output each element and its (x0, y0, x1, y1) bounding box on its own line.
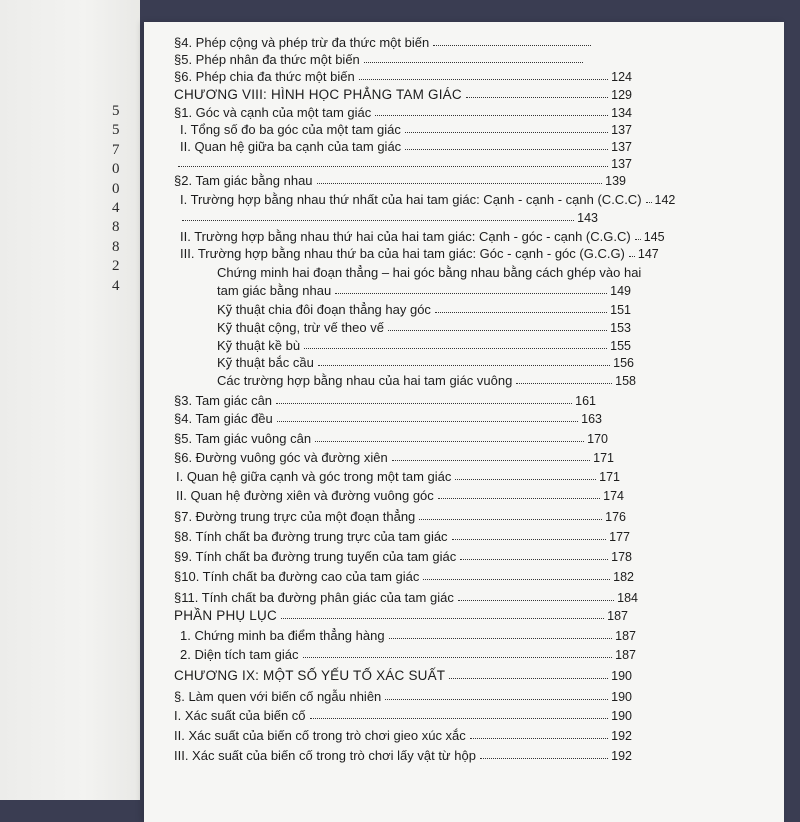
toc-leader-dots (635, 239, 641, 240)
toc-entry-title: I. Tổng số đo ba góc của một tam giác (180, 122, 401, 137)
toc-leader-dots (315, 441, 584, 442)
toc-leader-dots (388, 330, 607, 331)
toc-entry-title: §5. Tam giác vuông cân (174, 431, 312, 446)
toc-leader-dots (375, 115, 608, 116)
toc-entry (180, 644, 636, 662)
toc-page-number: 176 (605, 510, 626, 524)
book-page (144, 22, 784, 822)
toc-page-number: 192 (611, 749, 632, 763)
side-digit: 8 (112, 219, 120, 236)
side-digit: 4 (112, 277, 120, 294)
toc-leader-dots (449, 678, 608, 679)
toc-page-number: 153 (610, 321, 631, 335)
toc-entry (174, 428, 608, 446)
side-digit: 2 (112, 258, 120, 275)
toc-page-number: 137 (611, 157, 632, 171)
toc-page-number: 151 (610, 303, 631, 317)
toc-leader-dots (304, 348, 607, 349)
toc-leader-dots (452, 539, 607, 540)
toc-leader-dots (310, 718, 609, 719)
toc-entry (174, 566, 634, 584)
toc-leader-dots (385, 699, 608, 700)
toc-entry (180, 243, 659, 261)
toc-entry (174, 49, 586, 67)
toc-leader-dots (303, 657, 613, 658)
toc-leader-dots (335, 293, 607, 294)
toc-page-number: 171 (593, 451, 614, 465)
toc-entry (174, 447, 614, 465)
toc-entry (174, 587, 638, 605)
toc-page-number: 155 (610, 339, 631, 353)
toc-entry (217, 335, 631, 353)
toc-entry (217, 299, 631, 317)
toc-entry-title: III. Xác suất của biến cố trong trò chơi lấy vật từ hộp (174, 748, 476, 763)
toc-page-number: 182 (613, 570, 634, 584)
toc-entry (217, 280, 631, 298)
toc-entry-title: §. Làm quen với biến cố ngẫu nhiên (174, 689, 382, 704)
toc-entry (180, 119, 632, 137)
toc-page-number: 145 (643, 230, 665, 244)
toc-page-number: 192 (611, 729, 632, 743)
toc-entry-title: Chứng minh hai đoạn thẳng – hai góc bằng nhau bằng cách ghép vào hai (217, 265, 642, 280)
toc-entry-title: §8. Tính chất ba đường trung trực của tam giác (174, 529, 448, 544)
toc-entry-title: CHƯƠNG VIII: HÌNH HỌC PHẲNG TAM GIÁC (174, 87, 462, 102)
toc-entry-title: §11. Tính chất ba đường phân giác của tam giác (174, 590, 454, 605)
toc-entry-title: II. Quan hệ đường xiên và đường vuông góc (176, 488, 434, 503)
toc-page-number: 190 (611, 709, 632, 723)
toc-page-number: 174 (603, 489, 624, 503)
toc-leader-dots (405, 149, 608, 150)
toc-leader-dots (389, 638, 613, 639)
toc-entry (217, 352, 634, 370)
toc-page-number: 134 (611, 106, 632, 120)
toc-chapter (174, 605, 628, 623)
toc-entry-title: II. Quan hệ giữa ba cạnh của tam giác (180, 139, 402, 154)
side-digit: 5 (112, 122, 120, 139)
toc-leader-dots (435, 312, 607, 313)
toc-leader-dots (480, 758, 608, 759)
toc-page-number: 187 (607, 609, 628, 623)
toc-leader-dots (646, 202, 652, 203)
side-digit: 8 (112, 238, 120, 255)
toc-entry-title: II. Trường hợp bằng nhau thứ hai của hai tam giác: Cạnh - góc - cạnh (C.G.C) (180, 229, 631, 244)
toc-entry (176, 466, 620, 484)
toc-entry-title: III. Trường hợp bằng nhau thứ ba của hai tam giác: Góc - cạnh - góc (G.C.G) (180, 246, 625, 261)
toc-entry-title: II. Xác suất của biến cố trong trò chơi gieo xúc xắc (174, 728, 466, 743)
toc-page-number: 190 (611, 690, 632, 704)
toc-page-number: 156 (613, 356, 634, 370)
toc-entry-title: §9. Tính chất ba đường trung tuyến của tam giác (174, 549, 457, 564)
toc-entry-title: CHƯƠNG IX: MỘT SỐ YẾU TỐ XÁC SUẤT (174, 668, 446, 683)
toc-entry (174, 170, 626, 188)
toc-leader-dots (455, 479, 596, 480)
toc-entry (174, 546, 632, 564)
toc-leader-dots (438, 498, 600, 499)
toc-chapter (174, 665, 632, 683)
toc-leader-dots (277, 421, 578, 422)
toc-page-number: 137 (611, 123, 632, 137)
side-digit: 4 (112, 199, 120, 216)
toc-entry (174, 408, 602, 426)
toc-entry (180, 226, 665, 244)
left-page-numbers (112, 102, 132, 296)
toc-page-number: 163 (581, 412, 602, 426)
toc-leader-dots (364, 62, 583, 63)
toc-leader-dots (458, 600, 614, 601)
toc-leader-dots (392, 460, 590, 461)
toc-entry (174, 102, 632, 120)
toc-leader-dots (182, 220, 574, 221)
toc-entry-title: Kỹ thuật kề bù (217, 338, 301, 353)
toc-entry-title: 2. Diện tích tam giác (180, 647, 299, 662)
toc-page-number: 178 (611, 550, 632, 564)
toc-page-number: 161 (575, 394, 596, 408)
toc-leader-dots (423, 579, 610, 580)
toc-page-number: 170 (587, 432, 608, 446)
toc-leader-dots (317, 183, 603, 184)
toc-page-number: 137 (611, 140, 632, 154)
toc-entry-title: tam giác bằng nhau (217, 283, 332, 298)
toc-entry-title: §6. Đường vuông góc và đường xiên (174, 450, 388, 465)
toc-entry (180, 189, 676, 207)
toc-entry-title: §4. Phép cộng và phép trừ đa thức một biến (174, 35, 430, 50)
toc-entry-title: §4. Tam giác đều (174, 411, 273, 426)
toc-page-number: 187 (615, 648, 636, 662)
toc-leader-dots (178, 166, 608, 167)
toc-entry (217, 262, 642, 280)
toc-leader-dots (419, 519, 602, 520)
toc-entry (217, 370, 636, 388)
toc-entry-title: §10. Tính chất ba đường cao của tam giác (174, 569, 420, 584)
toc-entry-title: §5. Phép nhân đa thức một biến (174, 52, 360, 67)
toc-entry (217, 317, 631, 335)
toc-entry (176, 485, 624, 503)
toc-page-number: 187 (615, 629, 636, 643)
toc-entry-title: PHẦN PHỤ LỤC (174, 608, 277, 623)
toc-entry (174, 705, 632, 723)
toc-entry-title: §3. Tam giác cân (174, 393, 273, 408)
toc-entry-title: §7. Đường trung trực của một đoạn thẳng (174, 509, 416, 524)
toc-page-number: 129 (611, 88, 632, 102)
side-digit: 5 (112, 103, 120, 119)
toc-page-number: 124 (611, 70, 632, 84)
toc-leader-dots (405, 132, 608, 133)
toc-page-number: 171 (599, 470, 620, 484)
toc-page-number: 184 (617, 591, 638, 605)
toc-chapter (174, 84, 632, 102)
toc-entry-title: I. Trường hợp bằng nhau thứ nhất của hai tam giác: Cạnh - cạnh - cạnh (C.C.C) (180, 192, 642, 207)
toc-entry-title: Các trường hợp bằng nhau của hai tam giác vuông (217, 373, 513, 388)
toc-entry-title: Kỹ thuật cộng, trừ vế theo vế (217, 320, 384, 335)
toc-leader-dots (318, 365, 610, 366)
toc-leader-dots (516, 383, 612, 384)
toc-entry (174, 390, 596, 408)
toc-leader-dots (276, 403, 572, 404)
toc-entry (174, 506, 626, 524)
toc-leader-dots (281, 618, 604, 619)
toc-entry (174, 153, 632, 171)
toc-leader-dots (466, 97, 608, 98)
side-digit: 7 (112, 141, 120, 158)
toc-page-number: 190 (611, 669, 632, 683)
toc-entry (174, 686, 632, 704)
toc-page-number: 143 (577, 211, 598, 225)
toc-entry-title: §2. Tam giác bằng nhau (174, 173, 313, 188)
toc-entry-title: Kỹ thuật bắc cầu (217, 355, 314, 370)
toc-entry (174, 32, 594, 50)
toc-entry-title: 1. Chứng minh ba điểm thẳng hàng (180, 628, 385, 643)
toc-entry (174, 66, 632, 84)
toc-entry-title: Kỹ thuật chia đôi đoạn thẳng hay góc (217, 302, 431, 317)
toc-entry-title: I. Quan hệ giữa cạnh và góc trong một tam giác (176, 469, 452, 484)
toc-entry (174, 725, 632, 743)
toc-leader-dots (629, 256, 635, 257)
toc-leader-dots (460, 559, 608, 560)
toc-entry-title: §6. Phép chia đa thức một biến (174, 69, 355, 84)
side-digit: 0 (112, 180, 120, 197)
toc-leader-dots (470, 738, 608, 739)
toc-page-number: 147 (637, 247, 659, 261)
toc-page-number: 149 (610, 284, 631, 298)
toc-entry (174, 526, 630, 544)
toc-leader-dots (359, 79, 608, 80)
toc-entry-title: §1. Góc và cạnh của một tam giác (174, 105, 372, 120)
toc-entry (174, 745, 632, 763)
toc-page-number: 139 (605, 174, 626, 188)
toc-page-number: 142 (654, 193, 676, 207)
toc-page-number: 158 (615, 374, 636, 388)
side-digit: 0 (112, 161, 120, 178)
toc-entry (180, 136, 632, 154)
toc-entry (178, 207, 598, 225)
toc-entry-title: I. Xác suất của biến cố (174, 708, 306, 723)
toc-page-number: 177 (609, 530, 630, 544)
toc-entry (180, 625, 636, 643)
toc-leader-dots (433, 45, 591, 46)
